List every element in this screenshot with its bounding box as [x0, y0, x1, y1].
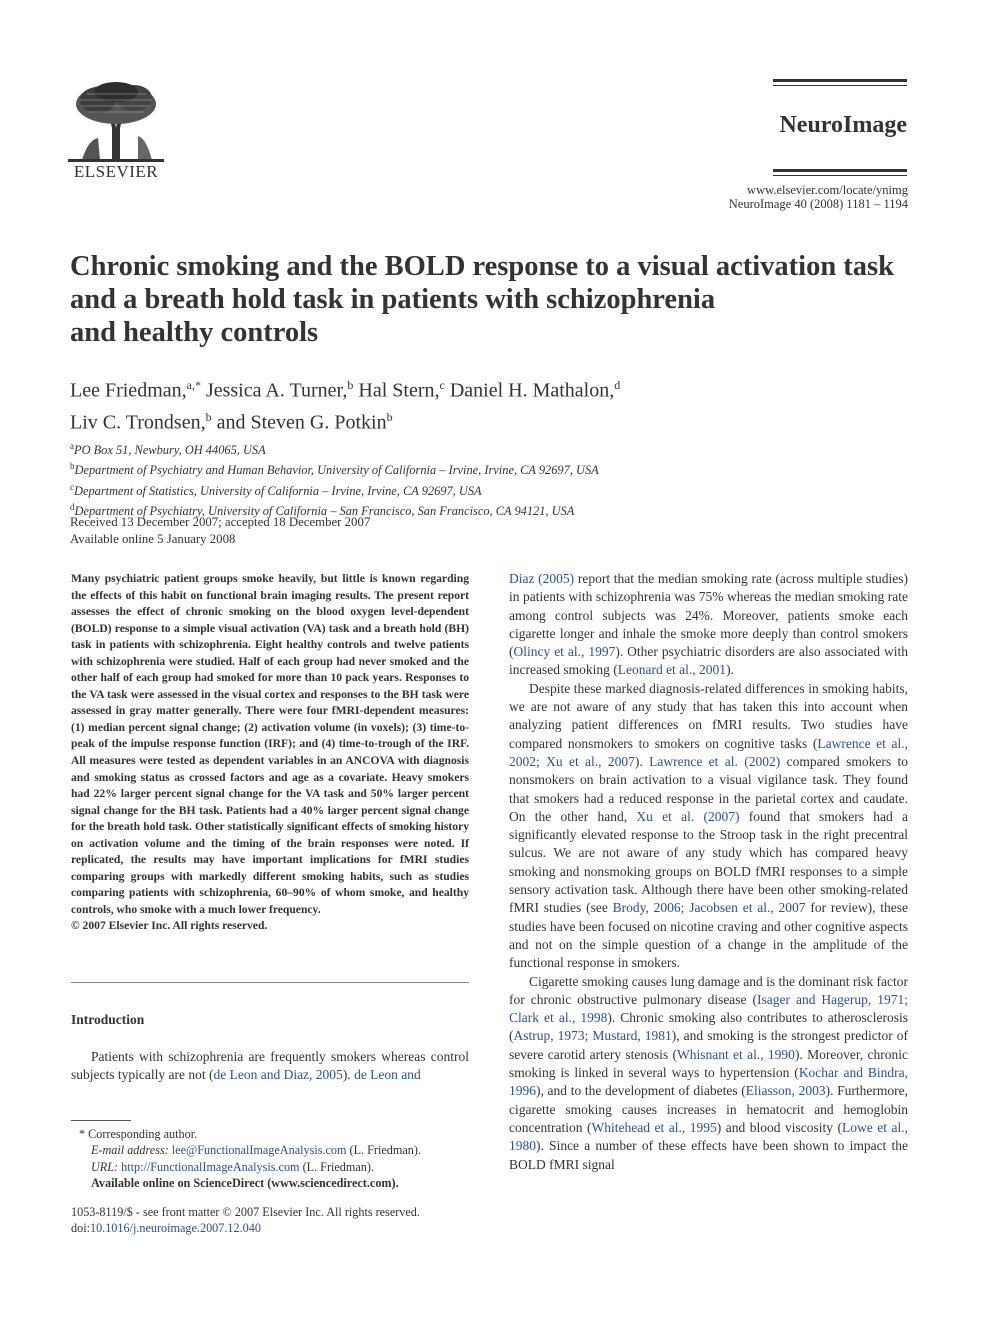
- author-name: Lee Friedman,: [70, 379, 187, 402]
- citation-link[interactable]: Lawrence et al. (2002): [649, 753, 781, 769]
- body-paragraph: [509, 680, 908, 973]
- url-suffix: (L. Friedman).: [299, 1159, 374, 1174]
- body-text: ).: [726, 662, 734, 678]
- right-column-text: [509, 570, 908, 1174]
- author-affil-mark: c: [439, 378, 445, 392]
- body-text: ). Furthermore, cigarette smoking causes increases in hematocrit and hemoglobin concentration (: [509, 1083, 909, 1135]
- citation-link[interactable]: de Leon and Diaz, 2005: [213, 1067, 343, 1083]
- journal-rule-top: [773, 79, 907, 82]
- affiliation: [70, 458, 910, 478]
- abstract-text: Many psychiatric patient groups smoke heavily, but little is known regarding the effects of this habit on functional brain imaging results. The present report assesses the effect of chronic smoking on the blood oxygen level-dependent (BOLD) response to a simple visual activation (VA) task and a breath hold (BH) task in patients with schizophrenia. Eight healthy controls and twelve patients with schizophrenia were studied. Half of each group had never smoked and the other half of each group had smoked for more than 10 pack years. Responses to the VA task were assessed in the visual cortex and responses to the BH task were assessed in gray matter generally. There were four fMRI-dependent measures: (1) median percent signal change; (2) activation volume (in voxels); (3) time-to-peak of the impulse response function (IRF); and (4) time-to-trough of the IRF. All measures were tested as dependent variables in an ANCOVA with diagnosis and smoking status as crossed factors and age as a covariate. Heavy smokers had 22% larger percent signal change for the VA task and 50% larger percent signal change for the BH task. Patients had a 40% larger percent signal change for the breath hold task. Other statistically significant effects of smoking history on activation volume and the timing of the brain responses were noted. If replicated, the results may have important implications for fMRI studies comparing groups with markedly different smoking habits, such as studies comparing patients with schizophrenia, 60–90% of whom smoke, and healthy controls, who smoke with a much lower frequency.: [71, 572, 469, 916]
- body-text: ) and blood viscosity (: [716, 1119, 842, 1135]
- affiliation-text: PO Box 51, Newbury, OH 44065, USA: [74, 443, 266, 458]
- author-affil-mark: d: [614, 378, 621, 392]
- affiliation-text: Department of Statistics, University of California – Irvine, Irvine, CA 92697, USA: [74, 483, 482, 498]
- journal-citation: NeuroImage 40 (2008) 1181 – 1194: [728, 197, 908, 211]
- author-name: and Steven G. Potkin: [216, 411, 387, 434]
- page-footer: [71, 1204, 491, 1237]
- body-text: ), and smoking is the strongest predictor of severe carotid artery stenosis (: [509, 1028, 908, 1062]
- affiliation-mark: c: [70, 481, 74, 492]
- email-link[interactable]: lee@FunctionalImageAnalysis.com: [171, 1143, 347, 1158]
- body-text: Despite these marked diagnosis-related differences in smoking habits, we are not aware of any study that has taken this into account when analyzing patient differences on fMRI results. Two studies have compared nonsmokers to smokers on cognitive tasks (: [509, 680, 908, 751]
- received-date: Received 13 December 2007; accepted 18 December 2007: [70, 515, 371, 529]
- author-name: Liv C. Trondsen,: [70, 411, 206, 434]
- body-text: ), and to the development of diabetes (: [536, 1083, 746, 1099]
- affiliation-mark: a: [70, 441, 74, 451]
- body-text: Cigarette smoking causes lung damage and is the dominant risk factor for chronic obstructive pulmonary disease (: [509, 973, 908, 1007]
- author-affil-mark: b: [347, 378, 354, 392]
- citation-link[interactable]: Astrup, 1973; Mustard, 1981: [513, 1028, 672, 1044]
- author-name: Hal Stern,: [358, 379, 440, 402]
- body-text: ). Other psychiatric disorders are also associated with increased smoking (: [509, 644, 908, 678]
- article-dates: [70, 514, 370, 548]
- body-text: Patients with schizophrenia are frequently smokers whereas control subjects typically are not (: [71, 1049, 469, 1083]
- citation-link[interactable]: Isager and Hagerup, 1971; Clark et al., 1998: [509, 991, 908, 1026]
- journal-rule-bottom: [773, 169, 907, 172]
- citation-link[interactable]: Whisnant et al., 1990: [676, 1046, 795, 1062]
- citation-link[interactable]: Lowe et al., 1980: [509, 1119, 908, 1154]
- url-link[interactable]: http://FunctionalImageAnalysis.com: [121, 1159, 300, 1174]
- journal-url[interactable]: www.elsevier.com/locate/ynimg: [747, 183, 908, 197]
- affiliation-text: Department of Psychiatry and Human Behavior, University of California – Irvine, Irvine, CA 92697, USA: [74, 463, 599, 478]
- doi-label: doi:: [71, 1221, 90, 1236]
- url-label: URL:: [91, 1159, 119, 1174]
- body-text: compared smokers to nonsmokers on brain activation to a visual vigilance task. They found that smokers had a reduced response in the parietal cortex and caudate. On the other hand,: [509, 753, 909, 824]
- intro-paragraph: [71, 1048, 469, 1085]
- body-text: ).: [634, 753, 650, 769]
- journal-rule-bottom-thin: [773, 175, 907, 176]
- author-affil-mark: a,*: [186, 378, 201, 392]
- abstract-divider: [71, 982, 469, 983]
- sciencedirect-note: Available online on ScienceDirect (www.sciencedirect.com).: [91, 1176, 399, 1191]
- footnotes: [71, 1126, 469, 1192]
- citation-link[interactable]: de Leon and: [354, 1067, 421, 1083]
- body-paragraph: [509, 570, 908, 680]
- body-text: for review), these studies have been focused on nicotine craving and other cognitive aspects and not on the simple question of a change in the amplitude of the functional response in smokers.: [509, 900, 909, 971]
- citation-link[interactable]: Leonard et al., 2001: [617, 662, 727, 678]
- author-affil-mark: b: [386, 409, 393, 424]
- issn-line: 1053-8119/$ - see front matter © 2007 Elsevier Inc. All rights reserved.: [71, 1205, 420, 1219]
- citation-link[interactable]: Whitehead et al., 1995: [591, 1119, 717, 1135]
- affiliation-text: Department of Psychiatry, University of California – San Francisco, San Francisco, CA 94121, USA: [74, 504, 575, 519]
- citation-link[interactable]: Brody, 2006; Jacobsen et al., 2007: [612, 900, 806, 916]
- footnote-rule: [71, 1120, 131, 1121]
- affiliation: [70, 438, 910, 458]
- author-list: [70, 372, 910, 435]
- title-line: Chronic smoking and the BOLD response to a visual activation task: [70, 251, 894, 282]
- citation-link[interactable]: Olincy et al., 1997: [513, 644, 616, 660]
- citation-link[interactable]: Xu et al. (2007): [636, 808, 740, 824]
- body-text: found that smokers had a significantly elevated response to the Stroop task in the right precentral sulcus. We are not aware of any study which has compared heavy smoking and nonsmoking groups on BOLD fMRI responses to a simple sensory activation task. Although there have been other smoking-related fMRI studies (see: [509, 808, 908, 916]
- corresponding-author-note: * Corresponding author.: [79, 1127, 198, 1141]
- body-text: ).: [342, 1067, 355, 1083]
- title-line: and a breath hold task in patients with schizophrenia: [70, 284, 716, 315]
- email-label: E-mail address:: [91, 1143, 169, 1158]
- affiliation-mark: b: [70, 461, 75, 472]
- body-text: ). Since a number of these effects have been shown to impact the BOLD fMRI signal: [509, 1138, 908, 1172]
- author-name: Daniel H. Mathalon,: [449, 379, 615, 402]
- section-heading: Introduction: [71, 1012, 145, 1027]
- abstract: [71, 571, 469, 935]
- url-line: [71, 1159, 469, 1175]
- affiliation: [70, 479, 910, 499]
- email-line: [71, 1142, 469, 1158]
- body-paragraph: [509, 973, 908, 1174]
- journal-name: NeuroImage: [779, 112, 907, 138]
- doi-line: [71, 1220, 491, 1236]
- title-line: and healthy controls: [70, 317, 319, 348]
- available-date: Available online 5 January 2008: [70, 532, 236, 546]
- citation-link[interactable]: Eliasson, 2003: [745, 1083, 826, 1099]
- email-suffix: (L. Friedman).: [346, 1143, 421, 1158]
- affiliation-list: [70, 438, 910, 520]
- body-text: ). Chronic smoking also contributes to atherosclerosis (: [509, 1010, 908, 1044]
- doi-link[interactable]: 10.1016/j.neuroimage.2007.12.040: [89, 1221, 261, 1236]
- publisher-name: ELSEVIER: [73, 162, 159, 181]
- author-name: Jessica A. Turner,: [205, 379, 348, 402]
- article-title: [70, 250, 910, 349]
- citation-link[interactable]: Diaz (2005): [509, 571, 575, 586]
- citation-link[interactable]: Kochar and Bindra, 1996: [509, 1065, 908, 1099]
- author-affil-mark: b: [205, 409, 212, 424]
- copyright-line: © 2007 Elsevier Inc. All rights reserved.: [71, 919, 268, 933]
- affiliation-mark: d: [70, 502, 75, 513]
- body-text: ). Moreover, chronic smoking is linked in several ways to hypertension (: [509, 1046, 908, 1081]
- citation-link[interactable]: Lawrence et al., 2002; Xu et al., 2007: [509, 735, 908, 769]
- body-text: report that the median smoking rate (across multiple studies) in patients with schizophrenia was 75% whereas the median smoking rate among control subjects was 24%. Moreover, patients smoke each cigarette longer and inhale the smoke more deeply than control smokers (: [509, 571, 908, 660]
- journal-rule-top-thin: [773, 85, 907, 86]
